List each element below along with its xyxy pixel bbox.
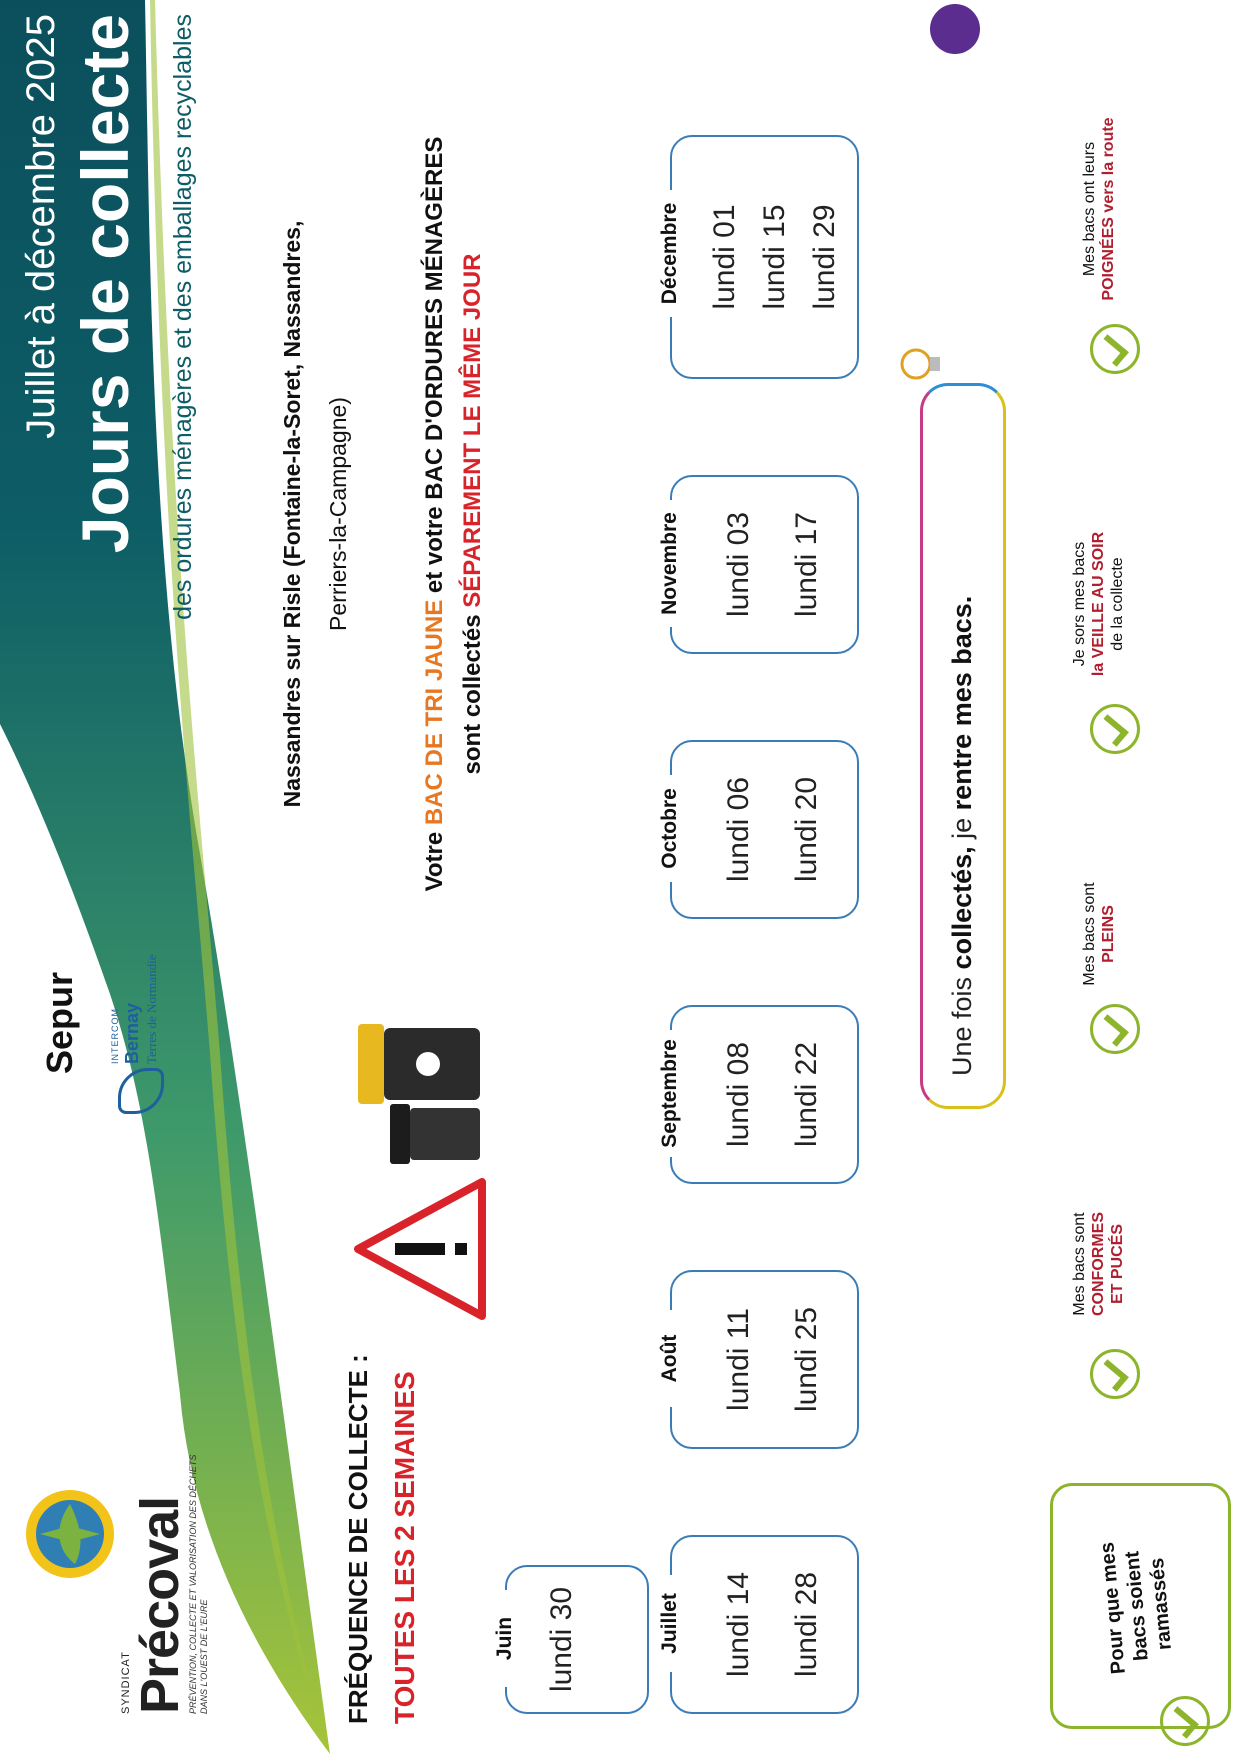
collection-date: lundi 22 xyxy=(790,1041,823,1148)
return-bins-text xyxy=(945,416,979,1076)
collection-date: lundi 30 xyxy=(545,1586,578,1693)
check-icon xyxy=(1090,704,1140,754)
return-text-c: je xyxy=(947,810,977,847)
bernay-label: Bernay xyxy=(122,1002,142,1064)
tip-highlight: ET PUCÉS xyxy=(1109,1224,1126,1305)
month-name: Octobre xyxy=(658,775,682,882)
month-name: Novembre xyxy=(658,500,682,627)
month-box-octobre xyxy=(658,740,859,919)
check-icon xyxy=(1090,324,1140,374)
commune-line1: Nassandres sur Risle (Fontaine-la-Soret, Nassandres, xyxy=(279,220,305,808)
intercom-label: INTERCOM xyxy=(110,1008,120,1064)
collection-date: lundi 17 xyxy=(790,511,823,618)
tip-highlight: la VEILLE AU SOIR xyxy=(1090,531,1107,677)
month-box-septembre xyxy=(658,1005,859,1184)
warning-line2 xyxy=(456,74,490,954)
waste-bins-icon xyxy=(350,1014,490,1174)
precoval-logo xyxy=(20,1404,220,1724)
collection-date: lundi 11 xyxy=(722,1308,755,1411)
precoval-tagline: PRÉVENTION, COLLECTE ET VALORISATION DES DÉCHETS DANS L'OUEST DE L'EURE xyxy=(188,1454,209,1714)
collection-date: lundi 28 xyxy=(790,1571,823,1678)
page-subtitle: des ordures ménagères et des emballages recyclables xyxy=(169,14,197,620)
collection-date: lundi 25 xyxy=(790,1306,823,1413)
decorative-accent xyxy=(930,4,980,54)
collection-date: lundi 29 xyxy=(808,204,841,310)
month-name: Septembre xyxy=(658,1030,682,1157)
month-name: Décembre xyxy=(658,190,682,317)
tip-highlight: POIGNÉES vers la route xyxy=(1100,117,1117,301)
tip-text: de la collecte xyxy=(1109,557,1126,651)
warning-text-b: et votre BAC D'ORDURES MÉNAGÈRES xyxy=(421,136,448,600)
warning-text-a: Votre xyxy=(421,825,448,892)
lightbulb-icon xyxy=(890,334,950,394)
page-title: Jours de collecte xyxy=(68,14,142,554)
tip-text: Je sors mes bacs xyxy=(1071,541,1088,667)
collection-date: lundi 08 xyxy=(722,1041,755,1148)
tip-pleins xyxy=(1080,864,1118,1004)
collection-date: lundi 20 xyxy=(790,776,823,883)
sepur-logo: Sepur xyxy=(39,971,80,1074)
month-name: Juillet xyxy=(658,1575,682,1672)
precoval-name: Précoval xyxy=(130,1496,190,1714)
tip-conformes xyxy=(1070,1179,1127,1349)
collection-date: lundi 14 xyxy=(722,1571,755,1678)
warning-line1 xyxy=(418,74,452,954)
check-icon xyxy=(1090,1349,1140,1399)
month-name: Juin xyxy=(493,1590,517,1687)
warning-triangle-icon xyxy=(350,1174,490,1324)
month-box-aout xyxy=(658,1270,859,1449)
syndicat-label: SYNDICAT xyxy=(120,1651,132,1714)
return-text-d: rentre mes bacs. xyxy=(947,595,977,811)
collection-date: lundi 15 xyxy=(758,204,791,310)
frequency-label: FRÉQUENCE DE COLLECTE : xyxy=(343,1354,373,1724)
tip-highlight: PLEINS xyxy=(1100,905,1117,963)
tip-veille xyxy=(1070,504,1127,704)
warning-text-c: sont collectés xyxy=(459,607,486,775)
month-box-juillet xyxy=(658,1535,859,1714)
check-icon xyxy=(1090,1004,1140,1054)
return-bins-banner xyxy=(920,383,1006,1109)
month-box-juin xyxy=(493,1565,649,1714)
bernay-mark-icon xyxy=(118,1068,164,1114)
precoval-emblem-icon xyxy=(20,1484,120,1584)
collection-date: lundi 03 xyxy=(722,511,755,618)
return-text-a: Une fois xyxy=(947,969,977,1076)
tip-text: Mes bacs sont xyxy=(1081,882,1098,986)
month-name: Août xyxy=(658,1310,682,1407)
frequency-value: TOUTES LES 2 SEMAINES xyxy=(389,1371,420,1724)
tip-text: Mes bacs ont leurs xyxy=(1081,141,1098,277)
pour-que-text: Pour que mes bacs soient ramassés xyxy=(1096,1541,1176,1675)
collection-date: lundi 06 xyxy=(722,776,755,883)
tip-highlight: CONFORMES xyxy=(1090,1212,1107,1316)
check-icon xyxy=(1160,1696,1210,1746)
warning-graphic xyxy=(350,984,500,1324)
date-range: Juillet à décembre 2025 xyxy=(19,14,63,439)
pour-que-box xyxy=(1050,1483,1231,1729)
month-box-decembre xyxy=(658,135,859,379)
collection-date: lundi 01 xyxy=(708,204,741,310)
tip-poignees xyxy=(1080,94,1118,324)
warning-same-day: SÉPAREMENT LE MÊME JOUR xyxy=(459,253,486,608)
warning-yellow-bin: BAC DE TRI JAUNE xyxy=(421,599,448,826)
return-text-b: collectés, xyxy=(947,846,977,970)
commune-line2: Perriers-la-Campagne) xyxy=(325,397,351,631)
terres-label: Terres de Normandie xyxy=(144,954,159,1064)
intercom-bernay-logo xyxy=(110,884,180,1114)
tip-text: Mes bacs sont xyxy=(1071,1212,1088,1316)
month-box-novembre xyxy=(658,475,859,654)
